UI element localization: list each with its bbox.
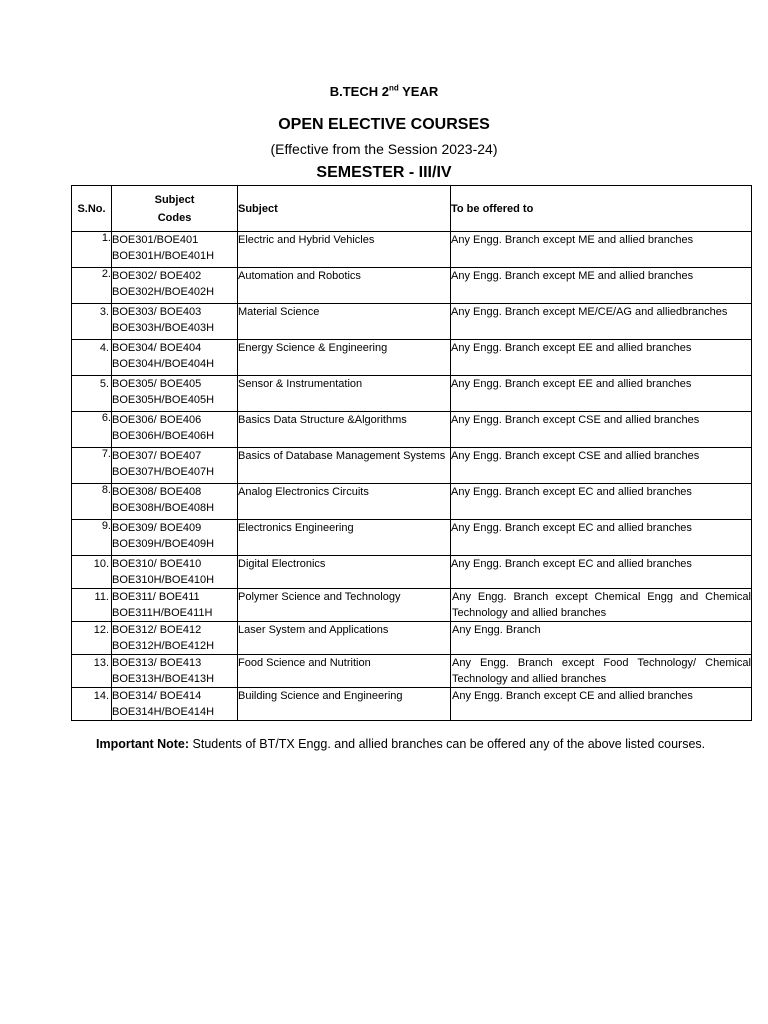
row-codes <box>112 655 238 688</box>
row-code-primary: BOE313/ BOE413 <box>112 657 202 669</box>
row-sno: 1. <box>72 232 112 268</box>
table-row <box>72 268 752 304</box>
table-row <box>72 655 752 688</box>
row-subject: Material Science <box>238 304 451 340</box>
row-code-honours: BOE301H/BOE401H <box>112 250 215 262</box>
row-code-honours: BOE311H/BOE411H <box>112 607 213 619</box>
row-offered-to: Any Engg. Branch except CE and allied branches <box>451 688 752 721</box>
row-subject: Polymer Science and Technology <box>238 589 451 622</box>
year-superscript: nd <box>388 83 399 93</box>
table-row <box>72 622 752 655</box>
row-subject: Digital Electronics <box>238 556 451 589</box>
row-code-primary: BOE306/ BOE406 <box>112 414 202 426</box>
row-subject: Energy Science & Engineering <box>238 340 451 376</box>
courses-table <box>71 185 752 721</box>
row-code-honours: BOE310H/BOE410H <box>112 574 215 586</box>
row-code-primary: BOE309/ BOE409 <box>112 522 202 534</box>
table-row <box>72 304 752 340</box>
table-row <box>72 484 752 520</box>
table-row <box>72 520 752 556</box>
row-codes <box>112 688 238 721</box>
row-offered-to: Any Engg. Branch <box>451 622 752 655</box>
row-offered-to: Any Engg. Branch except EC and allied branches <box>451 556 752 589</box>
row-offered-to: Any Engg. Branch except EE and allied branches <box>451 340 752 376</box>
row-subject: Automation and Robotics <box>238 268 451 304</box>
row-code-primary: BOE307/ BOE407 <box>112 450 202 462</box>
row-codes <box>112 376 238 412</box>
row-code-honours: BOE313H/BOE413H <box>112 673 215 685</box>
table-row <box>72 412 752 448</box>
row-sno: 14. <box>72 688 112 721</box>
row-subject: Food Science and Nutrition <box>238 655 451 688</box>
row-subject: Electric and Hybrid Vehicles <box>238 232 451 268</box>
table-header-row <box>72 186 752 232</box>
header-codes-line1: Subject <box>154 193 195 206</box>
row-offered-to: Any Engg. Branch except Chemical Engg and Chemical Technology and allied branches <box>451 589 752 622</box>
table-row <box>72 589 752 622</box>
row-sno: 12. <box>72 622 112 655</box>
session-subtitle: (Effective from the Session 2023-24) <box>270 141 498 157</box>
table-row <box>72 556 752 589</box>
row-sno: 13. <box>72 655 112 688</box>
table-row <box>72 376 752 412</box>
header-sno: S.No. <box>72 186 112 232</box>
row-offered-to: Any Engg. Branch except EC and allied branches <box>451 520 752 556</box>
row-offered-to: Any Engg. Branch except CSE and allied branches <box>451 448 752 484</box>
row-code-honours: BOE306H/BOE406H <box>112 430 215 442</box>
row-code-primary: BOE305/ BOE405 <box>112 378 202 390</box>
row-code-honours: BOE302H/BOE402H <box>112 286 215 298</box>
row-sno: 3. <box>72 304 112 340</box>
row-subject: Analog Electronics Circuits <box>238 484 451 520</box>
table-row <box>72 232 752 268</box>
semester-heading: SEMESTER - III/IV <box>316 164 452 181</box>
row-codes <box>112 589 238 622</box>
row-code-honours: BOE312H/BOE412H <box>112 640 215 652</box>
row-codes <box>112 622 238 655</box>
row-subject: Basics of Database Management Systems <box>238 448 451 484</box>
row-code-honours: BOE305H/BOE405H <box>112 394 215 406</box>
row-code-primary: BOE312/ BOE412 <box>112 624 202 636</box>
row-sno: 2. <box>72 268 112 304</box>
row-sno: 11. <box>72 589 112 622</box>
header-codes-line2: Codes <box>157 211 192 224</box>
row-offered-to: Any Engg. Branch except CSE and allied branches <box>451 412 752 448</box>
row-code-primary: BOE303/ BOE403 <box>112 306 202 318</box>
table-row <box>72 448 752 484</box>
row-code-primary: BOE308/ BOE408 <box>112 486 202 498</box>
row-codes <box>112 556 238 589</box>
row-sno: 7. <box>72 448 112 484</box>
row-subject: Sensor & Instrumentation <box>238 376 451 412</box>
row-code-honours: BOE303H/BOE403H <box>112 322 215 334</box>
row-code-honours: BOE314H/BOE414H <box>112 706 215 718</box>
row-offered-to: Any Engg. Branch except Food Technology/ Chemical Technology and allied branches <box>451 655 752 688</box>
row-code-honours: BOE304H/BOE404H <box>112 358 215 370</box>
year-prefix: B.TECH 2 <box>329 84 389 99</box>
row-sno: 8. <box>72 484 112 520</box>
year-suffix: YEAR <box>398 84 439 99</box>
row-offered-to: Any Engg. Branch except EE and allied branches <box>451 376 752 412</box>
row-codes <box>112 340 238 376</box>
table-row <box>72 340 752 376</box>
page-title: OPEN ELECTIVE COURSES <box>278 116 490 133</box>
row-sno: 5. <box>72 376 112 412</box>
row-code-primary: BOE302/ BOE402 <box>112 270 202 282</box>
row-codes <box>112 412 238 448</box>
header-offered-to: To be offered to <box>451 186 752 232</box>
row-codes <box>112 520 238 556</box>
row-codes <box>112 484 238 520</box>
row-offered-to: Any Engg. Branch except EC and allied branches <box>451 484 752 520</box>
row-subject: Building Science and Engineering <box>238 688 451 721</box>
row-code-primary: BOE311/ BOE411 <box>112 591 200 603</box>
row-codes <box>112 448 238 484</box>
header-subject: Subject <box>238 186 451 232</box>
row-code-honours: BOE307H/BOE407H <box>112 466 215 478</box>
row-sno: 4. <box>72 340 112 376</box>
header-subject-codes <box>112 186 238 232</box>
note-label: Important Note: <box>96 737 190 751</box>
row-sno: 6. <box>72 412 112 448</box>
row-code-honours: BOE308H/BOE408H <box>112 502 215 514</box>
row-code-primary: BOE301/BOE401 <box>112 234 199 246</box>
note-text: Students of BT/TX Engg. and allied branches can be offered any of the above listed courses. <box>189 737 706 751</box>
row-sno: 9. <box>72 520 112 556</box>
row-code-primary: BOE314/ BOE414 <box>112 690 202 702</box>
row-sno: 10. <box>72 556 112 589</box>
row-subject: Laser System and Applications <box>238 622 451 655</box>
row-codes <box>112 232 238 268</box>
table-row <box>72 688 752 721</box>
row-code-honours: BOE309H/BOE409H <box>112 538 215 550</box>
row-codes <box>112 268 238 304</box>
row-subject: Electronics Engineering <box>238 520 451 556</box>
row-offered-to: Any Engg. Branch except ME/CE/AG and alliedbranches <box>451 304 752 340</box>
important-note <box>96 737 705 751</box>
row-code-primary: BOE310/ BOE410 <box>112 558 202 570</box>
row-offered-to: Any Engg. Branch except ME and allied branches <box>451 268 752 304</box>
row-codes <box>112 304 238 340</box>
row-offered-to: Any Engg. Branch except ME and allied branches <box>451 232 752 268</box>
year-heading <box>0 84 768 99</box>
row-subject: Basics Data Structure &Algorithms <box>238 412 451 448</box>
row-code-primary: BOE304/ BOE404 <box>112 342 202 354</box>
